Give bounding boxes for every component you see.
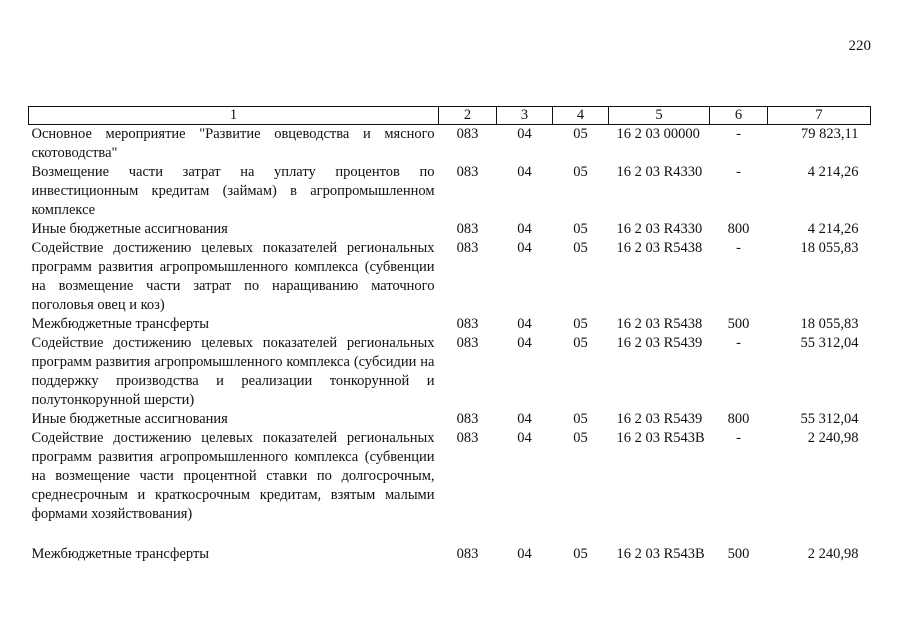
row-csr: 16 2 03 R543B: [616, 546, 705, 562]
row-pr: 05: [573, 221, 588, 237]
row-pr: 05: [573, 164, 588, 180]
row-amount: 4 214,26: [807, 164, 859, 180]
table-row: [29, 334, 871, 410]
row-vr: -: [736, 430, 741, 446]
row-vr: 800: [727, 221, 750, 237]
row-amount: 2 240,98: [807, 430, 859, 446]
row-name: Иные бюджетные ассигнования: [31, 221, 228, 237]
row-name: Содействие достижению целевых показателей региональных программ развития агропромышленного комплекса (субсидии на поддержку производства и реализации тонкорунной и полутонкорунной шерсти): [31, 335, 435, 408]
table-row: [29, 125, 871, 164]
row-rz: 04: [517, 126, 532, 142]
row-grbs: 083: [456, 335, 479, 351]
spacer-cell: [29, 524, 871, 545]
row-vr: -: [736, 335, 741, 351]
row-amount: 18 055,83: [800, 240, 859, 256]
row-csr: 16 2 03 R4330: [616, 164, 703, 180]
row-csr: 16 2 03 00000: [616, 126, 700, 142]
row-amount: 18 055,83: [800, 316, 859, 332]
row-amount: 4 214,26: [807, 221, 859, 237]
row-rz: 04: [517, 164, 532, 180]
row-vr: 500: [727, 316, 750, 332]
header-col-5: 5: [609, 107, 710, 125]
row-amount: 2 240,98: [807, 546, 859, 562]
header-col-6: 6: [710, 107, 768, 125]
row-pr: 05: [573, 335, 588, 351]
row-csr: 16 2 03 R5438: [616, 240, 703, 256]
row-rz: 04: [517, 411, 532, 427]
row-grbs: 083: [456, 430, 479, 446]
row-rz: 04: [517, 335, 532, 351]
row-grbs: 083: [456, 164, 479, 180]
row-csr: 16 2 03 R4330: [616, 221, 703, 237]
table-row: [29, 545, 871, 564]
row-pr: 05: [573, 316, 588, 332]
row-name: Иные бюджетные ассигнования: [31, 411, 228, 427]
row-vr: 500: [727, 546, 750, 562]
row-grbs: 083: [456, 126, 479, 142]
table-header: [29, 107, 871, 125]
header-row: [29, 107, 871, 125]
row-rz: 04: [517, 430, 532, 446]
budget-table: [28, 106, 871, 564]
row-name: Межбюджетные трансферты: [31, 546, 210, 562]
row-rz: 04: [517, 316, 532, 332]
table-row: [29, 410, 871, 429]
row-amount: 55 312,04: [800, 411, 859, 427]
row-grbs: 083: [456, 316, 479, 332]
table-body: [29, 125, 871, 565]
row-grbs: 083: [456, 411, 479, 427]
row-name: Содействие достижению целевых показателей региональных программ развития агропромышленного комплекса (субвенции на возмещение части процентной ставки по долгосрочным, среднесрочным и краткосрочным кредитам, взятым малыми формами хозяйствования): [31, 430, 435, 522]
table-row: [29, 163, 871, 220]
row-rz: 04: [517, 221, 532, 237]
header-col-1: 1: [29, 107, 439, 125]
row-pr: 05: [573, 240, 588, 256]
row-amount: 79 823,11: [801, 126, 859, 142]
table-row: [29, 220, 871, 239]
row-name: Возмещение части затрат на уплату процентов по инвестиционным кредитам (займам) в агропромышленном комплексе: [31, 164, 435, 218]
row-pr: 05: [573, 546, 588, 562]
table-row: [29, 315, 871, 334]
row-csr: 16 2 03 R543B: [616, 430, 705, 446]
header-col-4: 4: [553, 107, 609, 125]
row-csr: 16 2 03 R5439: [616, 411, 703, 427]
header-col-7: 7: [768, 107, 871, 125]
row-name: Содействие достижению целевых показателей региональных программ развития агропромышленного комплекса (субвенции на возмещение части затрат по наращиванию маточного поголовья овец и коз): [31, 240, 435, 313]
table-row: [29, 239, 871, 315]
row-amount: 55 312,04: [800, 335, 859, 351]
row-name: Основное мероприятие "Развитие овцеводства и мясного скотоводства": [31, 126, 435, 161]
header-col-2: 2: [439, 107, 497, 125]
header-col-3: 3: [497, 107, 553, 125]
row-csr: 16 2 03 R5438: [616, 316, 703, 332]
row-csr: 16 2 03 R5439: [616, 335, 703, 351]
row-grbs: 083: [456, 221, 479, 237]
table-row: [29, 429, 871, 524]
row-rz: 04: [517, 240, 532, 256]
page-number: 220: [848, 38, 871, 54]
row-grbs: 083: [456, 546, 479, 562]
row-rz: 04: [517, 546, 532, 562]
row-vr: -: [736, 240, 741, 256]
row-pr: 05: [573, 430, 588, 446]
row-name: Межбюджетные трансферты: [31, 316, 210, 332]
row-grbs: 083: [456, 240, 479, 256]
row-vr: -: [736, 164, 741, 180]
row-pr: 05: [573, 126, 588, 142]
spacer-row: [29, 524, 871, 545]
row-vr: 800: [727, 411, 750, 427]
row-vr: -: [736, 126, 741, 142]
row-pr: 05: [573, 411, 588, 427]
